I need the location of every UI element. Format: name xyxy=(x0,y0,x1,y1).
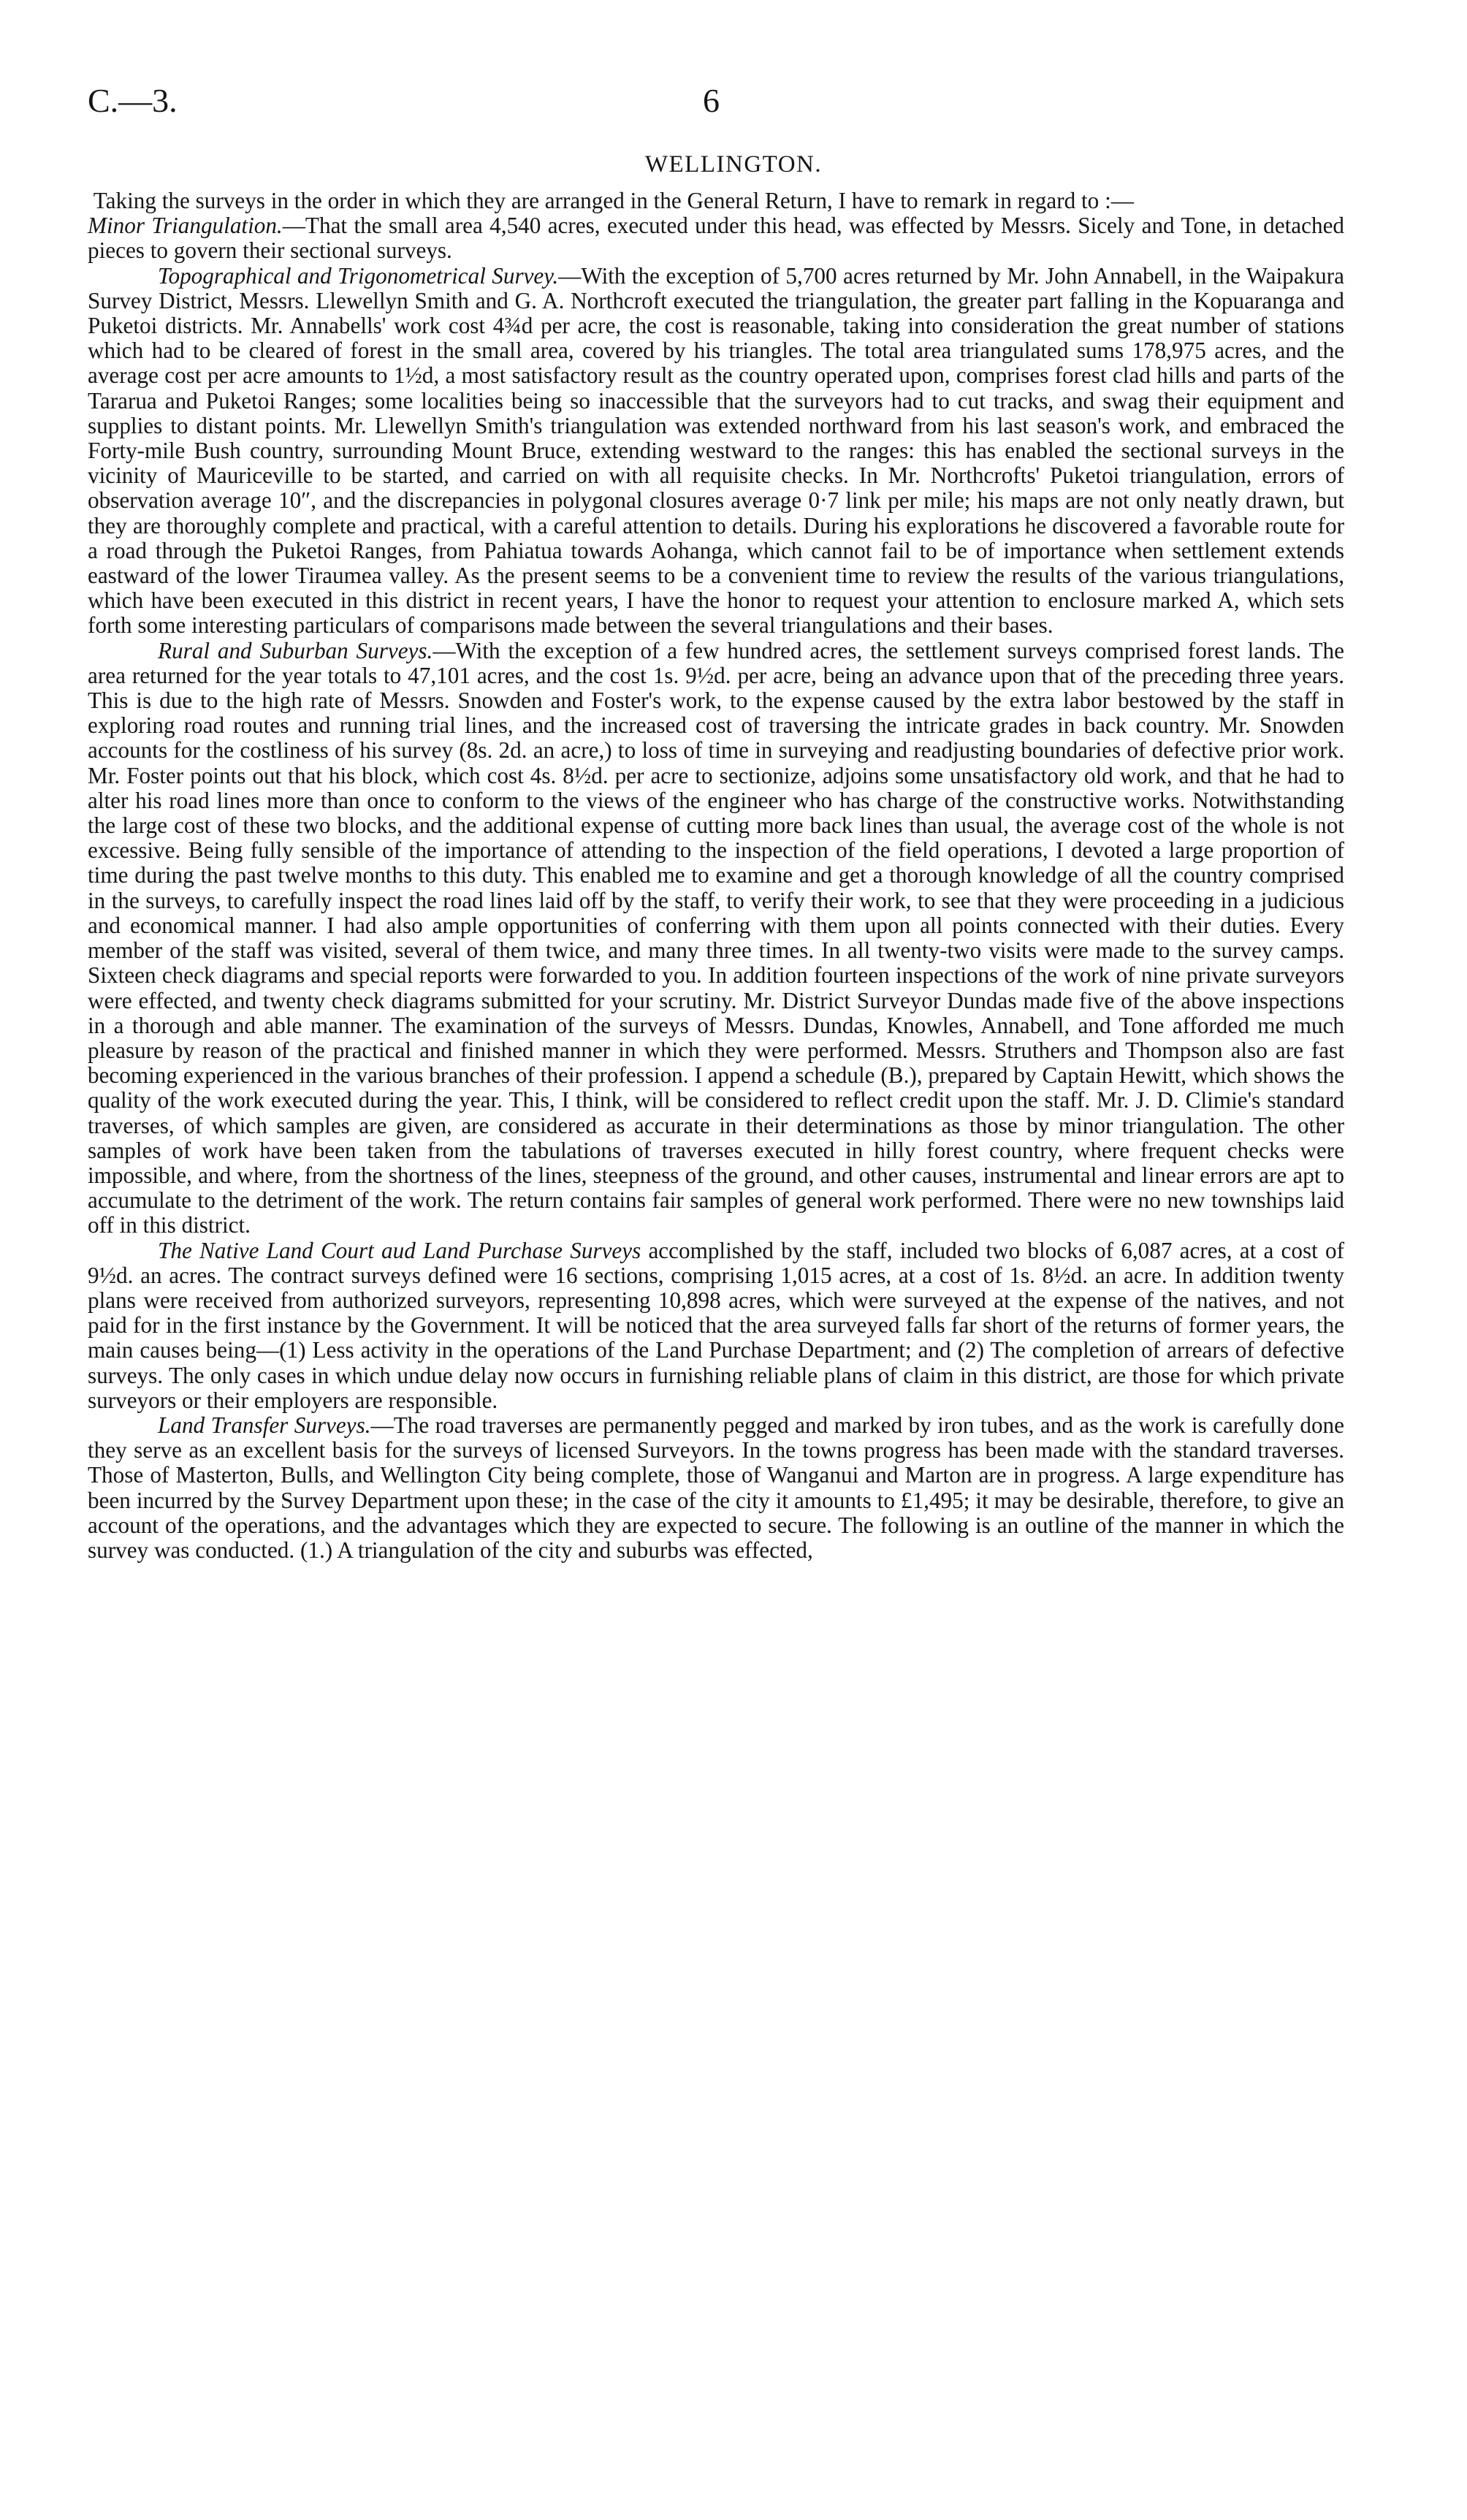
paragraph-intro-text: Taking the surveys in the order in which they are arranged in the General Return, I have to remark in regard to :— xyxy=(93,188,1134,213)
paragraph-intro xyxy=(88,189,1344,213)
page-header xyxy=(0,79,1467,123)
paragraph-transfer-text: —The road traverses are permanently pegged and marked by iron tubes, and as the work is carefully done they serve as an excellent basis for the surveys of licensed Surveyors. In the towns progress has been made with the standard traverses. Those of Masterton, Bulls, and Wellington City being complete, those of Wanganui and Marton are in progress. A large expenditure has been incurred by the Survey Department upon these; in the case of the city it amounts to £1,495; it may be desirable, therefore, to give an account of the operations, and the advantages which they are expected to secure. The following is an outline of the manner in which the survey was conducted. (1.) A triangulation of the city and suburbs was effected, xyxy=(88,1412,1344,1563)
document-reference: C.—3. xyxy=(88,82,178,119)
heading-native-land-court: The Native Land Court aud Land Purchase Surveys xyxy=(158,1237,641,1263)
heading-rural-suburban: Rural and Suburban Surveys. xyxy=(158,637,433,663)
heading-minor-triangulation: Minor Triangulation. xyxy=(88,213,283,239)
paragraph-minor-triangulation xyxy=(88,213,1344,263)
page-number: 6 xyxy=(703,82,720,119)
paragraph-land-transfer xyxy=(88,1413,1344,1563)
paragraph-rural-suburban xyxy=(88,639,1344,1238)
section-title: WELLINGTON. xyxy=(644,151,823,178)
paragraph-native-land-court xyxy=(88,1238,1344,1413)
paragraph-topographical xyxy=(88,264,1344,639)
body-text xyxy=(88,189,1344,1563)
paragraph-rural-text: —With the exception of a few hundred acres, the settlement surveys comprised forest lands. The area returned for the year totals to 47,101 acres, and the cost 1s. 9½d. per acre, being an advance upon that of the preceding three years. This is due to the high rate of Messrs. Snowden and Foster's work, to the expense caused by the extra labor bestowed by the staff in exploring road routes and running trial lines, and the increased cost of traversing the intricate grades in back country. Mr. Snowden accounts for the costliness of his survey (8s. 2d. an acre,) to loss of time in surveying and readjusting boundaries of defective prior work. Mr. Foster points out that his block, which cost 4s. 8½d. per acre to sectionize, adjoins some unsatisfactory old work, and that he had to alter his road lines more than once to conform to the views of the engineer who has charge of the constructive works. Notwithstanding the large cost of these two blocks, and the additional expense of cutting more back lines than usual, the average cost of the whole is not excessive. Being fully sensible of the importance of attending to the inspection of the field operations, I devoted a large proportion of time during the past twelve months to this duty. This enabled me to examine and get a thorough knowledge of all the country comprised in the surveys, to carefully inspect the road lines laid off by the staff, to verify their work, to see that they were proceeding in a judicious and economical manner. I had also ample opportunities of conferring with them upon all points connected with their duties. Every member of the staff was visited, several of them twice, and many three times. In all twenty-two visits were made to the survey camps. Sixteen check diagrams and special reports were forwarded to you. In addition fourteen inspections of the work of nine private surveyors were effected, and twenty check diagrams submitted for your scrutiny. Mr. District Surveyor Dundas made five of the above inspections in a thorough and able manner. The examination of the surveys of Messrs. Dundas, Knowles, Annabell, and Tone afforded me much pleasure by reason of the practical and finished manner in which they were performed. Messrs. Struthers and Thompson also are fast becoming experienced in the various branches of their profession. I append a schedule (B.), prepared by Captain Hewitt, which shows the quality of the work executed during the year. This, I think, will be considered to reflect credit upon the staff. Mr. J. D. Climie's standard traverses, of which samples are given, are considered as accurate in their determinations as those by minor triangulation. The other samples of work have been taken from the tabulations of traverses executed in hilly forest country, where frequent checks were impossible, and where, from the shortness of the lines, steepness of the ground, and other causes, instrumental and linear errors are apt to accumulate to the detriment of the work. The return contains fair samples of general work performed. There were no new townships laid off in this district. xyxy=(88,637,1344,1238)
paragraph-native-text: accomplished by the staff, included two blocks of 6,087 acres, at a cost of 9½d. an acres. The contract surveys defined were 16 sections, comprising 1,015 acres, at a cost of 1s. 8½d. an acre. In addition twenty plans were received from authorized surveyors, representing 10,898 acres, which were surveyed at the expense of the natives, and not paid for in the first instance by the Government. It will be noticed that the area surveyed falls far short of the returns of former years, the main causes being—(1) Less activity in the operations of the Land Purchase Department; and (2) The completion of arrears of defective surveys. The only cases in which undue delay now occurs in furnishing reliable plans of claim in this district, are those for which private surveyors or their employers are responsible. xyxy=(88,1237,1344,1413)
heading-land-transfer: Land Transfer Surveys. xyxy=(158,1412,371,1438)
paragraph-minor-text: —That the small area 4,540 acres, executed under this head, was effected by Messrs. Sicely and Tone, in detached pieces to govern their sectional surveys. xyxy=(88,213,1344,264)
paragraph-topographical-text: —With the exception of 5,700 acres returned by Mr. John Annabell, in the Waipakura Survey District, Messrs. Llewellyn Smith and G. A. Northcroft executed the triangulation, the greater part falling in the Kopuaranga and Puketoi districts. Mr. Annabells' work cost 4¾d per acre, the cost is reasonable, taking into consideration the great number of stations which had to be cleared of forest in the small area, covered by his triangles. The total area triangulated sums 178,975 acres, and the average cost per acre amounts to 1½d, a most satisfactory result as the country operated upon, comprises forest clad hills and parts of the Tararua and Puketoi Ranges; some localities being so inaccessible that the surveyors had to cut tracks, and swag their equipment and supplies to distant points. Mr. Llewellyn Smith's triangulation was extended northward from his last season's work, and embraced the Forty-mile Bush country, surrounding Mount Bruce, extending westward to the ranges: this has enabled the sectional surveys in the vicinity of Mauriceville to be started, and carried on with all requisite checks. In Mr. Northcrofts' Puketoi triangulation, errors of observation average 10″, and the discrepancies in polygonal closures average 0·7 link per mile; his maps are not only neatly drawn, but they are thoroughly complete and practical, with a careful attention to details. During his explorations he discovered a favorable route for a road through the Puketoi Ranges, from Pahiatua towards Aohanga, which cannot fail to be of importance when settlement extends eastward of the lower Tiraumea valley. As the present seems to be a convenient time to review the results of the various triangulations, which have been executed in this district in recent years, I have the honor to request your attention to enclosure marked A, which sets forth some interesting particulars of comparisons made between the several triangulations and their bases. xyxy=(88,262,1344,639)
heading-topographical: Topographical and Trigonometrical Survey. xyxy=(158,262,559,289)
